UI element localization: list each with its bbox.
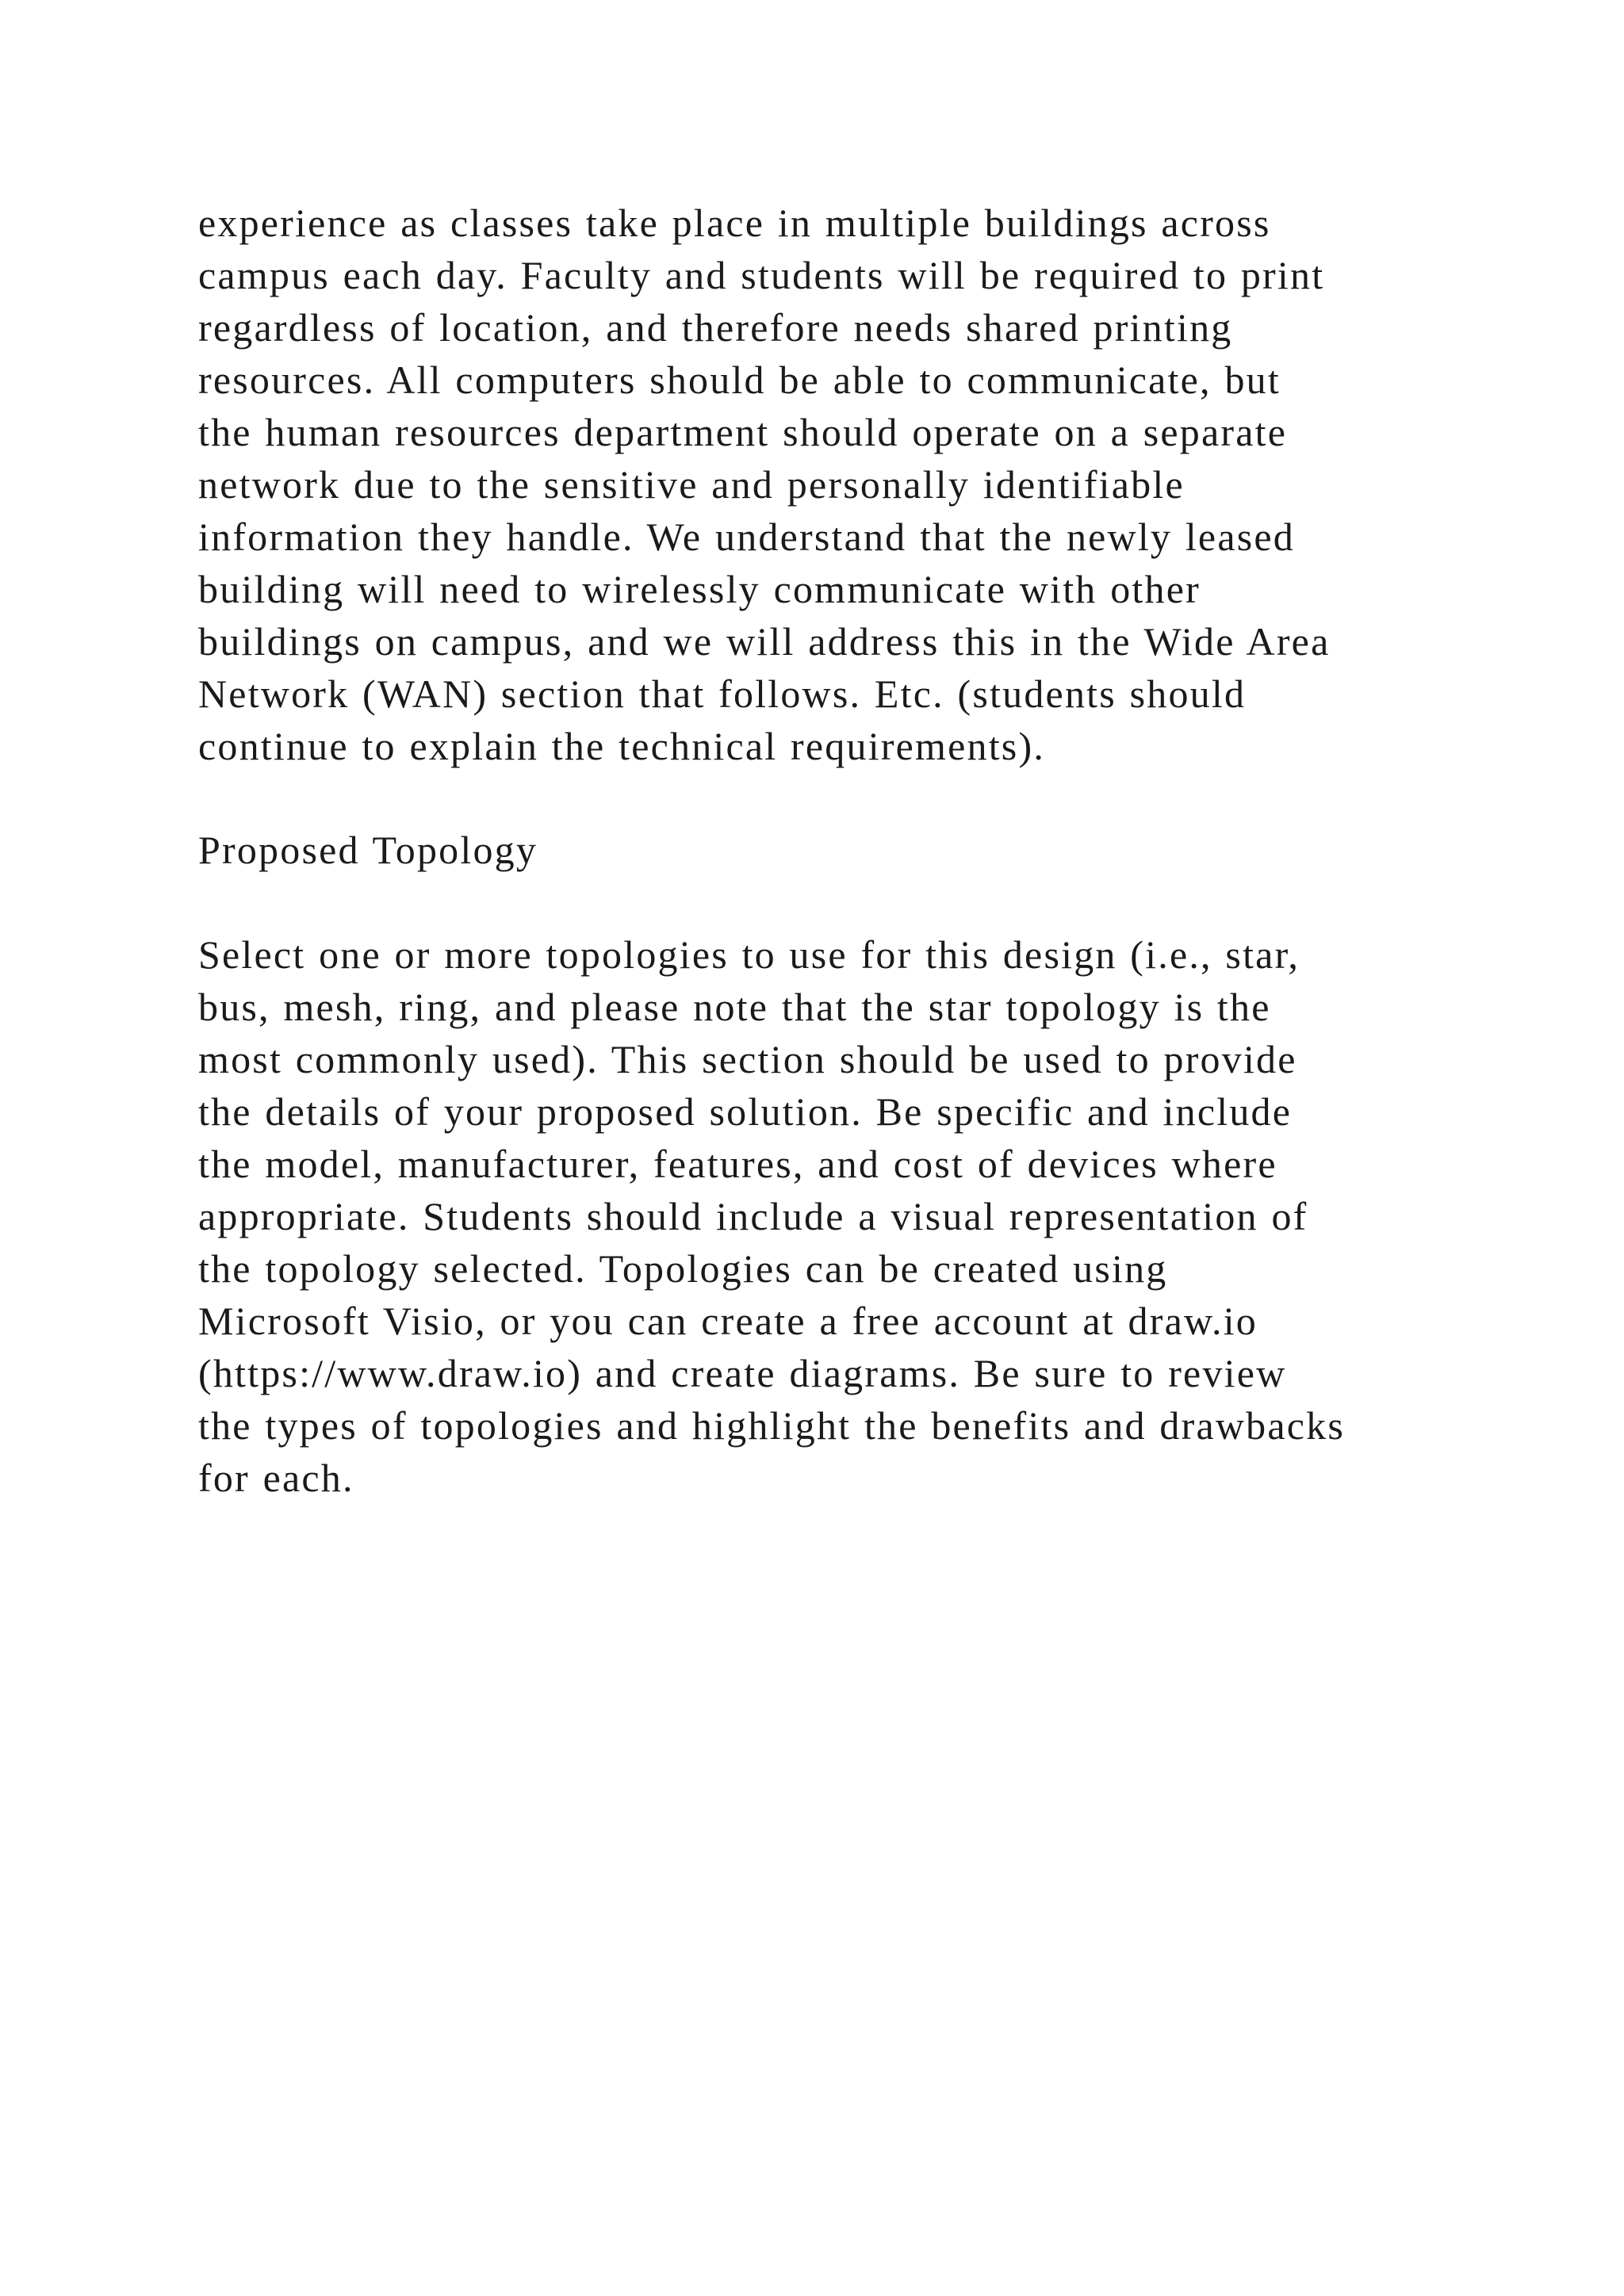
paragraph-line: the human resources department should operate on a separate <box>198 410 1288 454</box>
paragraph-line: continue to explain the technical requirements). <box>198 724 1046 768</box>
paragraph-line: regardless of location, and therefore needs shared printing <box>198 305 1233 350</box>
paragraph-line: experience as classes take place in multiple buildings across <box>198 201 1271 245</box>
paragraph-line: most commonly used). This section should be used to provide <box>198 1037 1297 1081</box>
paragraph-line: buildings on campus, and we will address this in the Wide Area <box>198 619 1331 664</box>
paragraph-line: appropriate. Students should include a visual representation of <box>198 1194 1308 1238</box>
paragraph-line: campus each day. Faculty and students will be required to print <box>198 253 1325 297</box>
paragraph-line: network due to the sensitive and personally identifiable <box>198 462 1185 507</box>
paragraph-line: Network (WAN) section that follows. Etc. (students should <box>198 672 1247 716</box>
paragraph-line: bus, mesh, ring, and please note that the star topology is the <box>198 985 1271 1029</box>
paragraph-line: the details of your proposed solution. Be specific and include <box>198 1089 1293 1134</box>
paragraph-line: (https://www.draw.io) and create diagrams. Be sure to review <box>198 1351 1287 1395</box>
paragraph-proposed-topology <box>198 928 1507 1504</box>
paragraph-line: Select one or more topologies to use for this design (i.e., star, <box>198 932 1300 977</box>
paragraph-technical-requirements <box>198 197 1507 772</box>
paragraph-line: the topology selected. Topologies can be created using <box>198 1246 1168 1291</box>
paragraph-line: building will need to wirelessly communicate with other <box>198 567 1201 611</box>
paragraph-line: resources. All computers should be able to communicate, but <box>198 358 1281 402</box>
paragraph-line: the model, manufacturer, features, and cost of devices where <box>198 1142 1277 1186</box>
paragraph-line: the types of topologies and highlight the benefits and drawbacks <box>198 1403 1346 1448</box>
section-heading <box>198 824 1507 876</box>
paragraph-line: Microsoft Visio, or you can create a free account at draw.io <box>198 1299 1258 1343</box>
paragraph-line: information they handle. We understand that the newly leased <box>198 515 1295 559</box>
heading-text: Proposed Topology <box>198 828 538 872</box>
paragraph-line: for each. <box>198 1456 354 1500</box>
